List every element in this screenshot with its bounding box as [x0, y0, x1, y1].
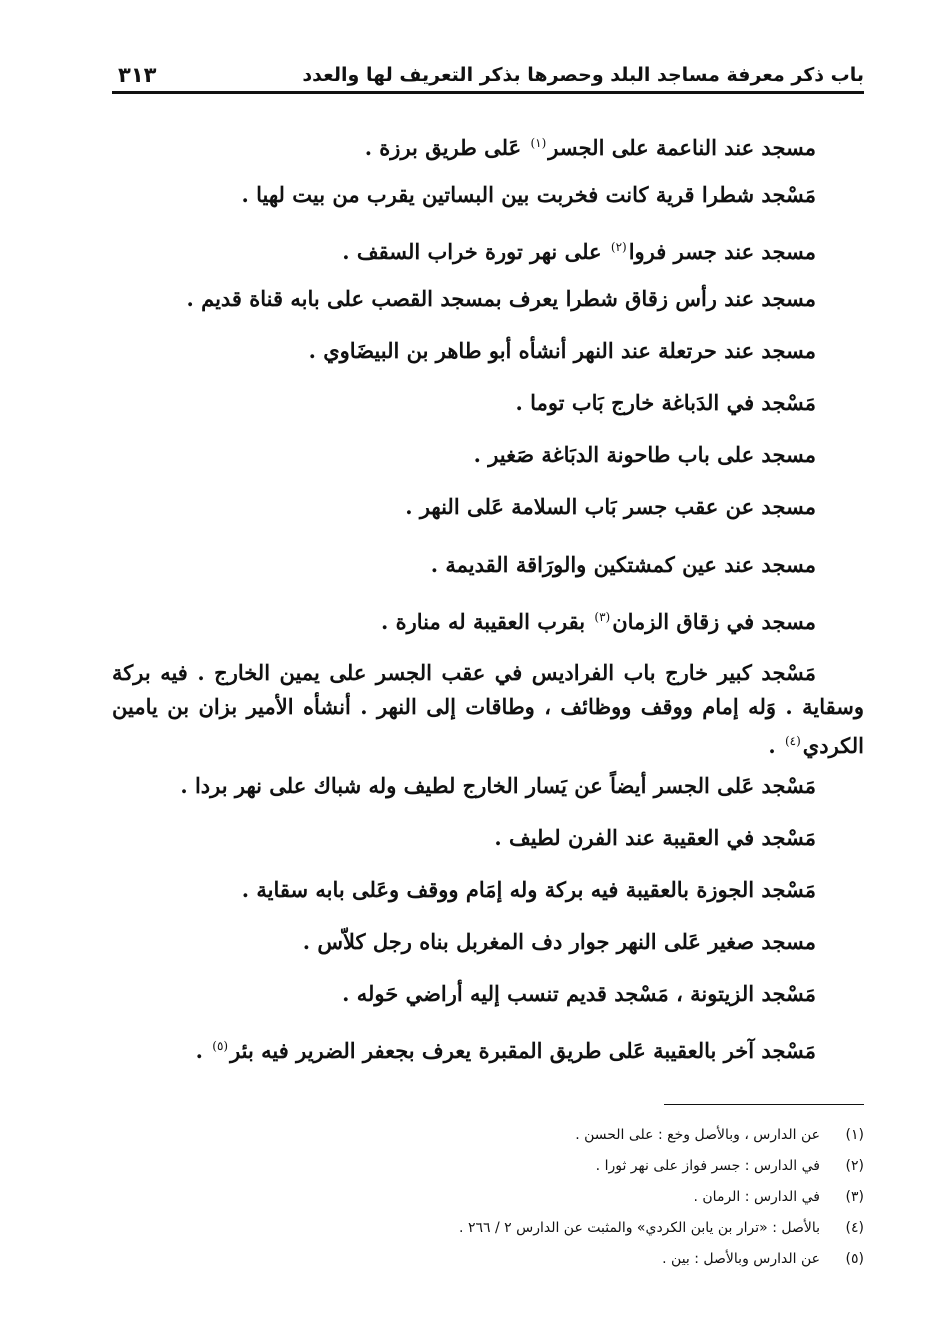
footnote-marker: (٢) [610, 240, 627, 254]
footnote-number: (٢) [845, 1158, 864, 1174]
footnote-marker: (١) [530, 136, 547, 150]
footnote [164, 1244, 864, 1275]
footnote-marker: (٥) [212, 1039, 229, 1053]
footnote [164, 1182, 864, 1213]
footnote-text: في الدارس : الرمان . [693, 1189, 820, 1205]
mosque-entry: مسجد صغير عَلى النهر جوار دف المغربل بناه رجل كلاّس . [302, 929, 816, 954]
mosque-entry: مسجد عند حرتعلة عند النهر أنشأه أبو طاهر بن البيضَاوي . [308, 338, 816, 363]
footnote [164, 1213, 864, 1244]
mosque-entry: مَسْجد آخر بالعقيبة عَلى طريق المقبرة يعرف بجعفر الضرير فيه بئر$^{(٥)}$ . [195, 1038, 816, 1063]
page-number: ٣١٣ [118, 63, 157, 87]
footnote-text: عن الدارس وبالأصل : بين . [662, 1251, 820, 1267]
mosque-entry: مسجد عن عقب جسر بَاب السلامة عَلى النهر . [405, 494, 816, 519]
mosque-entry: مَسْجد عَلى الجسر أيضاً عن يَسار الخارج لطيف وله شباك على نهر بردا . [180, 773, 816, 798]
mosque-entry: مسجد عند الناعمة على الجسر$^{(١)}$ عَلى طريق برزة . [364, 135, 816, 160]
main-text [112, 130, 864, 1085]
mosque-entry: مسجد في زقاق الزمان$^{(٣)}$ بقرب العقيبة له منارة . [380, 609, 816, 634]
footnote-text: في الدارس : جسر فواز على نهر ثورا . [595, 1158, 820, 1174]
mosque-paragraph: مَسْجد كبير خارج باب الفراديس في عقب الجسر على يمين الخارج . فيه بركة وسقاية . وَله إمام ووقف ووظائف ، وطاقات إلى النهر . أنشأه الأمير بزان بن يامين الكردي$^{(٤)}$ . [112, 660, 864, 758]
footnote [164, 1120, 864, 1151]
mosque-entry: مَسْجد في العقيبة عند الفرن لطيف . [494, 825, 816, 850]
footnote-marker: (٤) [784, 734, 801, 748]
mosque-entry: مسجد عند عين كمشتكين والورَاقة القديمة . [430, 552, 816, 577]
footnotes [164, 1120, 864, 1275]
mosque-entry: مسجد عند جسر فروا$^{(٢)}$ على نهر تورة خراب السقف . [342, 239, 816, 264]
footnote-number: (٣) [845, 1189, 864, 1205]
footnote-separator [664, 1104, 864, 1105]
mosque-entry: مسجد عند رأس زقاق شطرا يعرف بمسجد القصب على بابه قناة قديم . [186, 286, 816, 311]
mosque-entry: مَسْجد الجوزة بالعقيبة فيه بركة وله إمَام ووقف وعَلى بابه سقاية . [241, 877, 816, 902]
footnote-number: (٥) [845, 1251, 864, 1267]
footnote-number: (٤) [845, 1220, 864, 1236]
footnote-number: (١) [845, 1127, 864, 1143]
mosque-entry: مسجد على باب طاحونة الدبَاغة صَغير . [473, 442, 816, 467]
footnote-text: عن الدارس ، وبالأصل وخع : على الحسن . [575, 1127, 820, 1143]
footnote-text: بالأصل : «ترار بن يابن الكردي» والمثبت عن الدارس ٢ / ٢٦٦ . [459, 1220, 820, 1236]
footnote-marker: (٣) [594, 610, 611, 624]
running-header [112, 60, 864, 94]
mosque-entry: مَسْجد الزيتونة ، مَسْجد قديم تنسب إليه أراضي حَوله . [342, 981, 816, 1006]
mosque-entry: مَسْجد في الدَباغة خارج بَاب توما . [515, 390, 816, 415]
chapter-title: باب ذكر معرفة مساجد البلد وحصرها بذكر التعريف لها والعدد [302, 64, 864, 86]
mosque-entry: مَسْجد شطرا قرية كانت فخربت بين البساتين يقرب من بيت لهيا . [241, 182, 816, 207]
footnote [164, 1151, 864, 1182]
